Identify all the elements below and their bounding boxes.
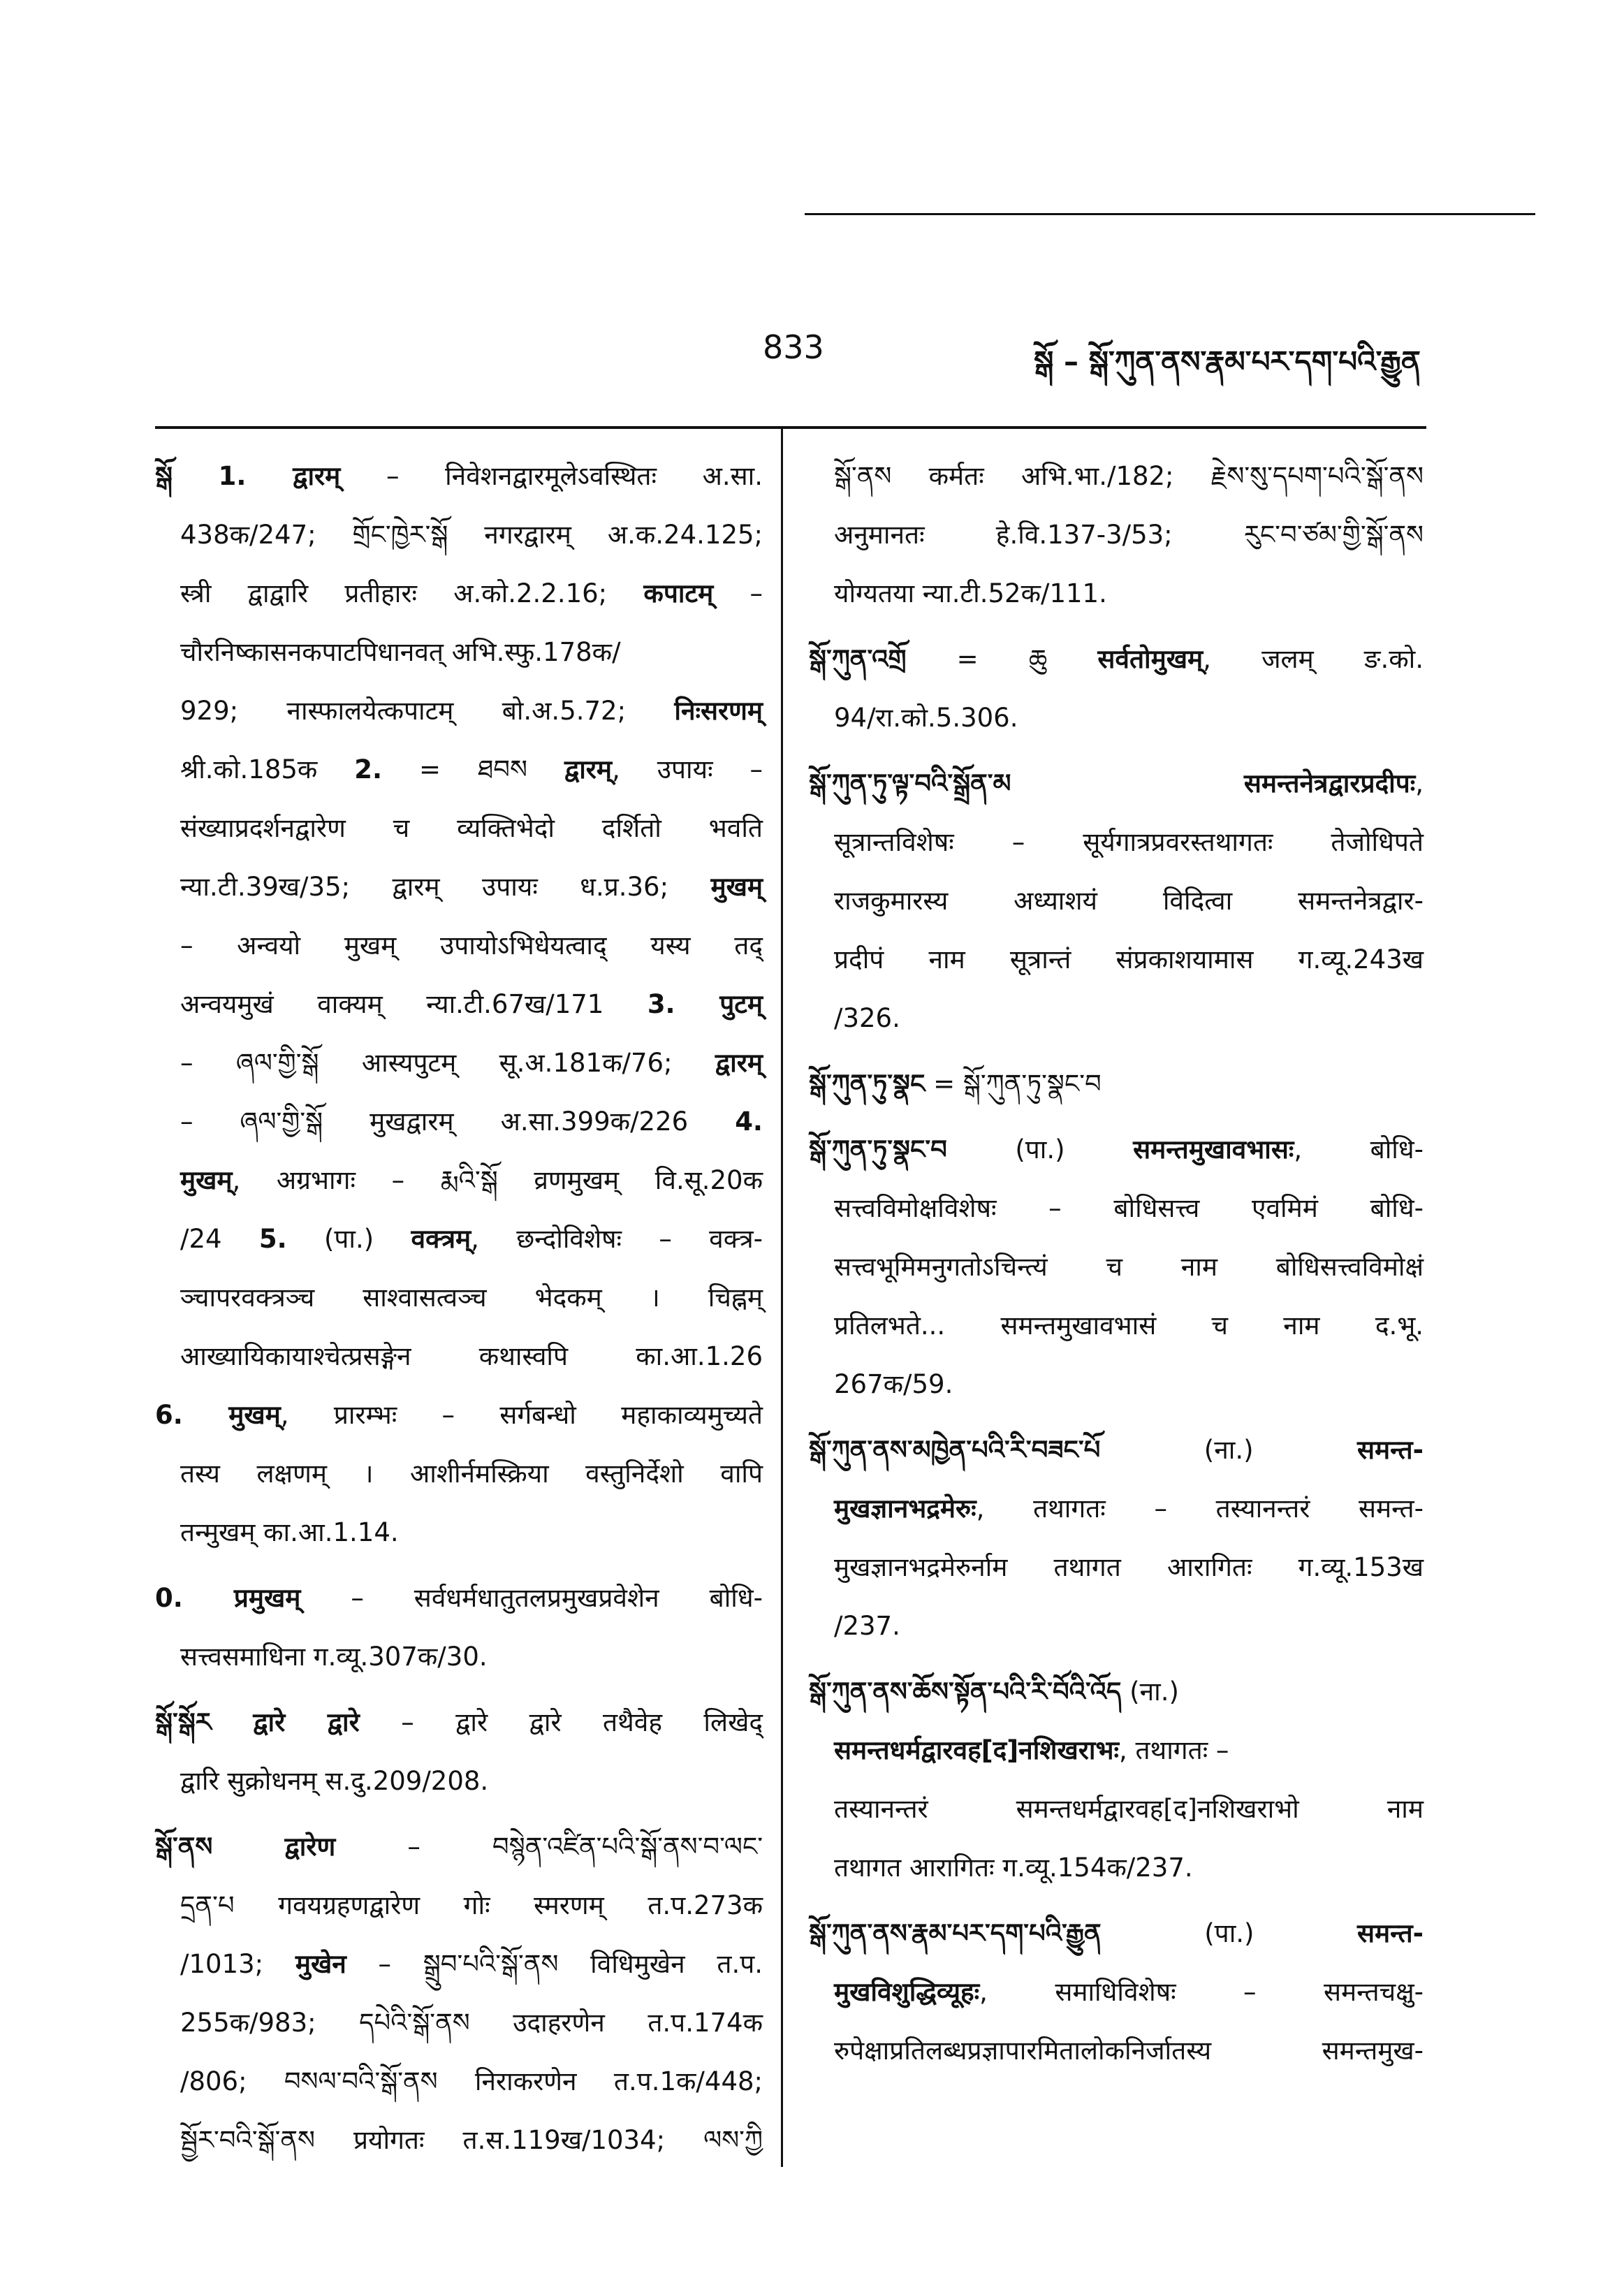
entry-line bbox=[809, 1721, 1424, 1780]
entry-text: – निवेशनद्वारमूलेऽवस्थितः अ.सा. bbox=[340, 461, 763, 491]
entry-text: सत्त्वविमोक्षविशेषः – बोधिसत्त्व एवमिमं बोधि- bbox=[834, 1193, 1424, 1223]
entry-line bbox=[155, 2111, 763, 2170]
entry-line bbox=[809, 1179, 1424, 1238]
entry-line bbox=[155, 1752, 763, 1811]
entry-text: , तथागतः – bbox=[1118, 1735, 1229, 1765]
entry-headline bbox=[809, 1121, 1424, 1179]
entry-text: योग्यतया न्या.टी.52क/111. bbox=[834, 578, 1107, 608]
top-rule bbox=[805, 213, 1535, 215]
entry-text: – ཞལ་གྱི་སྒོ मुखद्वारम् अ.सा.399क/226 bbox=[180, 1107, 736, 1137]
entry-text: /24 bbox=[180, 1224, 259, 1254]
entry-headline bbox=[155, 1386, 763, 1445]
entry-line bbox=[155, 1876, 763, 1935]
entry-text: तस्य लक्षणम् । आशीर्नमस्क्रिया वस्तुनिर्देशो वापि bbox=[180, 1459, 763, 1489]
headword: སྒོ bbox=[155, 461, 173, 491]
entry-line bbox=[809, 1480, 1424, 1538]
headword: कपाटम् bbox=[643, 578, 714, 608]
entry-text: तन्मुखम् का.आ.1.14. bbox=[180, 1517, 399, 1547]
headword: समन्तमुखावभासः bbox=[1133, 1134, 1294, 1165]
entry-line bbox=[155, 1445, 763, 1503]
entry-text: सत्त्वसमाधिना ग.व्यू.307क/30. bbox=[180, 1642, 488, 1672]
headword: समन्त- bbox=[1357, 1918, 1424, 1948]
entry-line bbox=[809, 1839, 1424, 1897]
entry-headline bbox=[809, 1904, 1424, 1963]
entry-line bbox=[809, 813, 1424, 872]
headword: निःसरणम् bbox=[674, 696, 763, 726]
entry-line bbox=[155, 799, 763, 858]
entry-line bbox=[809, 506, 1424, 564]
entry-text: संख्याप्रदर्शनद्वारेण च व्यक्तिभेदो दर्शितो भवति bbox=[180, 813, 763, 843]
entry-headline bbox=[155, 1818, 763, 1876]
header-rule bbox=[155, 426, 1426, 429]
entry-line bbox=[809, 689, 1424, 747]
headword: सर्वतोमुखम् bbox=[1097, 644, 1204, 674]
entry-text: 438क/247; གྲོང་ཁྱེར་སྒོ नगरद्वारम् अ.क.24.125; bbox=[180, 520, 763, 550]
entry-text: – ཞལ་གྱི་སྒོ आस्यपुटम् सू.अ.181क/76; bbox=[180, 1048, 715, 1078]
entry-text bbox=[212, 1832, 284, 1862]
entry-line bbox=[155, 1269, 763, 1327]
entry-line bbox=[809, 1355, 1424, 1414]
headword: द्वारे द्वारे bbox=[253, 1707, 360, 1737]
entry-text: (ना.) bbox=[1100, 1435, 1358, 1465]
headword: སྒོ་ནས bbox=[155, 1832, 213, 1862]
headword: समन्तनेत्रद्वारप्रदीपः bbox=[1243, 768, 1416, 798]
entry-headline bbox=[155, 447, 763, 506]
entry-text: = ཐབས bbox=[382, 754, 564, 784]
headword: 6. मुखम् bbox=[155, 1400, 281, 1430]
entry-text: तथागत आरागितः ग.व्यू.154क/237. bbox=[834, 1853, 1193, 1883]
entry-headline bbox=[809, 1663, 1424, 1721]
entry-text: དྲན་པ गवयग्रहणद्वारेण गोः स्मरणम् त.प.273क bbox=[180, 1890, 763, 1920]
headword: समन्तधर्मद्वारवह[द]नशिखराभः bbox=[834, 1735, 1119, 1765]
entry-line bbox=[809, 1538, 1424, 1597]
entry-text: चौरनिष्कासनकपाटपिधानवत् अभि.स्फु.178क/ bbox=[180, 637, 621, 667]
entry-text: – सर्वधर्मधातुतलप्रमुखप्रवेशेन बोधि- bbox=[300, 1583, 763, 1613]
entry-line bbox=[809, 1597, 1424, 1656]
entry-text: ञ्चापरवक्त्रञ्च साश्वासत्वञ्च भेदकम् । चिह्नम् bbox=[180, 1283, 763, 1313]
entry-text: – bbox=[713, 578, 763, 608]
entry-text: 929; नास्फालयेत्कपाटम् बो.अ.5.72; bbox=[180, 696, 675, 726]
entry-text: रुपेक्षाप्रतिलब्धप्रज्ञापारमितालोकनिर्जातस्य समन्तमुख- bbox=[834, 2036, 1424, 2066]
headword: སྒོ་ཀུན་ཏུ་ལྟ་བའི་སྒྲོན་མ bbox=[809, 768, 1011, 798]
entry-line bbox=[155, 682, 763, 740]
headword: समन्त- bbox=[1357, 1435, 1424, 1465]
headword: मुखेन bbox=[295, 1949, 346, 1979]
entry-line bbox=[155, 917, 763, 975]
page-number: 833 bbox=[763, 328, 824, 366]
entry-headline bbox=[809, 754, 1424, 813]
headword: 2. bbox=[354, 754, 383, 784]
entry-text: , जलम् ङ.को. bbox=[1203, 644, 1424, 674]
entry-text: = ཆུ bbox=[906, 644, 1098, 674]
entry-line bbox=[809, 872, 1424, 930]
entry-text: = སྒོ་ཀུན་ཏུ་སྣང་བ bbox=[925, 1069, 1102, 1099]
headword: 0. प्रमुखम् bbox=[155, 1583, 301, 1613]
entry-text: /326. bbox=[834, 1003, 900, 1033]
entry-line bbox=[155, 506, 763, 564]
entry-text: 267क/59. bbox=[834, 1369, 953, 1399]
headword: 3. पुटम् bbox=[647, 989, 763, 1019]
entry-headline bbox=[809, 1421, 1424, 1480]
headword: वक्त्रम् bbox=[411, 1224, 471, 1254]
entry-line bbox=[809, 1780, 1424, 1839]
entry-headline bbox=[809, 1055, 1424, 1114]
headword: 1. द्वारम् bbox=[218, 461, 341, 491]
entry-text: སྒོ་ནས कर्मतः अभि.भा./182; རྗེས་སུ་དཔག་པའི་སྒོ་ནས bbox=[834, 461, 1424, 491]
entry-text: , उपायः – bbox=[612, 754, 763, 784]
entry-text bbox=[1011, 768, 1244, 798]
entry-text: (ना.) bbox=[1121, 1677, 1179, 1707]
entry-line bbox=[155, 1628, 763, 1686]
entry-text: मुखज्ञानभद्रमेरुर्नाम तथागत आरागितः ग.व्यू.153ख bbox=[834, 1552, 1424, 1582]
entry-text: , अग्रभागः – རྨའི་སྒོ व्रणमुखम् वि.सू.20क bbox=[232, 1165, 763, 1195]
entry-line bbox=[155, 1994, 763, 2052]
entry-line bbox=[155, 1503, 763, 1562]
entry-text: , समाधिविशेषः – समन्तचक्षु- bbox=[979, 1977, 1424, 2007]
left-column bbox=[155, 447, 763, 2170]
entry-line bbox=[809, 930, 1424, 989]
entry-text: स्त्री द्वाद्वारि प्रतीहारः अ.को.2.2.16; bbox=[180, 578, 644, 608]
entry-text: – སྒྲུབ་པའི་སྒོ་ནས विधिमुखेन त.प. bbox=[346, 1949, 763, 1979]
entry-line bbox=[155, 1151, 763, 1210]
headword: द्वारम् bbox=[564, 754, 613, 784]
entry-text: /237. bbox=[834, 1611, 900, 1641]
entry-line bbox=[155, 1935, 763, 1994]
entry-text: श्री.को.185क bbox=[180, 754, 355, 784]
entry-text: प्रतिलभते... समन्तमुखावभासं च नाम द.भू. bbox=[834, 1311, 1424, 1341]
entry-text: 255क/983; དཔེའི་སྒོ་ནས उदाहरणेन त.प.174क bbox=[180, 2008, 763, 2038]
headword: द्वारेण bbox=[284, 1832, 336, 1862]
entry-text: , प्रारम्भः – सर्गबन्धो महाकाव्यमुच्यते bbox=[280, 1400, 763, 1430]
entry-text: सत्त्वभूमिमनुगतोऽचिन्त्यं च नाम बोधिसत्त्वविमोक्षं bbox=[834, 1252, 1424, 1282]
entry-line bbox=[809, 1238, 1424, 1297]
entry-text: (पा.) bbox=[286, 1224, 411, 1254]
headword: द्वारम् bbox=[715, 1048, 763, 1078]
entry-text: (पा.) bbox=[1101, 1918, 1358, 1948]
entry-line bbox=[155, 564, 763, 623]
entry-line bbox=[155, 1210, 763, 1269]
entry-text: – अन्वयो मुखम् उपायोऽभिधेयत्वाद् यस्य तद् bbox=[180, 930, 763, 961]
headword: 4. bbox=[735, 1107, 763, 1137]
headword: སྒོ་ཀུན་ནས་རྣམ་པར་དག་པའི་རྒྱུན bbox=[809, 1918, 1102, 1948]
entry-line bbox=[809, 2022, 1424, 2080]
entry-line bbox=[155, 2052, 763, 2111]
entry-line bbox=[155, 1093, 763, 1151]
entry-text bbox=[212, 1707, 253, 1737]
entry-text: तस्यानन्तरं समन्तधर्मद्वारवह[द]नशिखराभो नाम bbox=[834, 1794, 1424, 1824]
entry-line bbox=[155, 1327, 763, 1386]
entry-line bbox=[155, 1034, 763, 1093]
entry-text: , बोधि- bbox=[1294, 1134, 1424, 1165]
entry-line bbox=[155, 975, 763, 1034]
right-column bbox=[809, 447, 1424, 2080]
entry-text: , तथागतः – तस्यानन्तरं समन्त- bbox=[976, 1494, 1424, 1524]
headword: मुखम् bbox=[710, 872, 763, 902]
headword: मुखविशुद्धिव्यूहः bbox=[834, 1977, 980, 2007]
entry-text: སྦྱོར་བའི་སྒོ་ནས प्रयोगतः त.स.119ख/1034; ལས་ཀྱི bbox=[180, 2125, 763, 2155]
entry-text: अन्वयमुखं वाक्यम् न्या.टी.67ख/171 bbox=[180, 989, 648, 1019]
headword: སྒོ་ཀུན་ཏུ་སྣང bbox=[809, 1069, 926, 1099]
entry-text: राजकुमारस्य अध्याशयं विदित्वा समन्तनेत्रद्वार- bbox=[834, 886, 1424, 916]
entry-text: /806; བསལ་བའི་སྒོ་ནས निराकरणेन त.प.1क/448; bbox=[180, 2066, 763, 2096]
headword: 5. bbox=[258, 1224, 287, 1254]
entry-line bbox=[155, 858, 763, 917]
entry-text: द्वारि सुक्रोधनम् स.दु.209/208. bbox=[180, 1766, 489, 1796]
entry-headline bbox=[155, 1569, 763, 1628]
entry-text: /1013; bbox=[180, 1949, 295, 1979]
entry-line bbox=[809, 447, 1424, 506]
entry-text: अनुमानतः हे.वि.137-3/53; རུང་བ་ཙམ་གྱི་སྒོ་ནས bbox=[834, 520, 1424, 550]
entry-headline bbox=[155, 1693, 763, 1752]
entry-text: आख्यायिकायाश्चेत्प्रसङ्गेन कथास्वपि का.आ.1.26 bbox=[180, 1341, 763, 1371]
column-divider bbox=[781, 428, 783, 2167]
entry-line bbox=[809, 1297, 1424, 1355]
entry-text: सूत्रान्तविशेषः – सूर्यगात्रप्रवरस्तथागतः तेजोधिपते bbox=[834, 827, 1424, 857]
entry-line bbox=[155, 740, 763, 799]
entry-line bbox=[809, 564, 1424, 623]
entry-text: – द्वारे द्वारे तथैवेह लिखेद् bbox=[359, 1707, 763, 1737]
entry-text: – བསྙེན་འཛིན་པའི་སྒོ་ནས་བ་ལང་ bbox=[335, 1832, 763, 1862]
entry-text: प्रदीपं नाम सूत्रान्तं संप्रकाशयामास ग.व्यू.243ख bbox=[834, 944, 1424, 975]
headword: སྒོ་སྒོར bbox=[155, 1707, 212, 1737]
headword: སྒོ་ཀུན་ཏུ་སྣང་བ bbox=[809, 1134, 947, 1165]
headword: मुखम् bbox=[180, 1165, 233, 1195]
entry-text: न्या.टी.39ख/35; द्वारम् उपायः ध.प्र.36; bbox=[180, 872, 711, 902]
entry-text: (पा.) bbox=[946, 1134, 1134, 1165]
headword: སྒོ་ཀུན་འགྲོ bbox=[809, 644, 907, 674]
running-head: སྒོ – སྒོ་ཀུན་ནས་རྣམ་པར་དག་པའི་རྒྱུན bbox=[1034, 344, 1421, 379]
entry-headline bbox=[809, 630, 1424, 689]
entry-line bbox=[809, 989, 1424, 1048]
entry-text bbox=[173, 461, 219, 491]
headword: मुखज्ञानभद्रमेरुः bbox=[834, 1494, 976, 1524]
entry-line bbox=[809, 1963, 1424, 2022]
entry-text: 94/रा.को.5.306. bbox=[834, 703, 1018, 733]
entry-line bbox=[155, 623, 763, 682]
entry-text: , bbox=[1415, 768, 1424, 798]
entry-text: , छन्दोविशेषः – वक्त्र- bbox=[471, 1224, 763, 1254]
headword: སྒོ་ཀུན་ནས་ཆོས་སྟོན་པའི་རི་བོའི་འོད bbox=[809, 1677, 1122, 1707]
headword: སྒོ་ཀུན་ནས་མཁྱེན་པའི་རི་བཟང་པོ bbox=[809, 1435, 1101, 1465]
